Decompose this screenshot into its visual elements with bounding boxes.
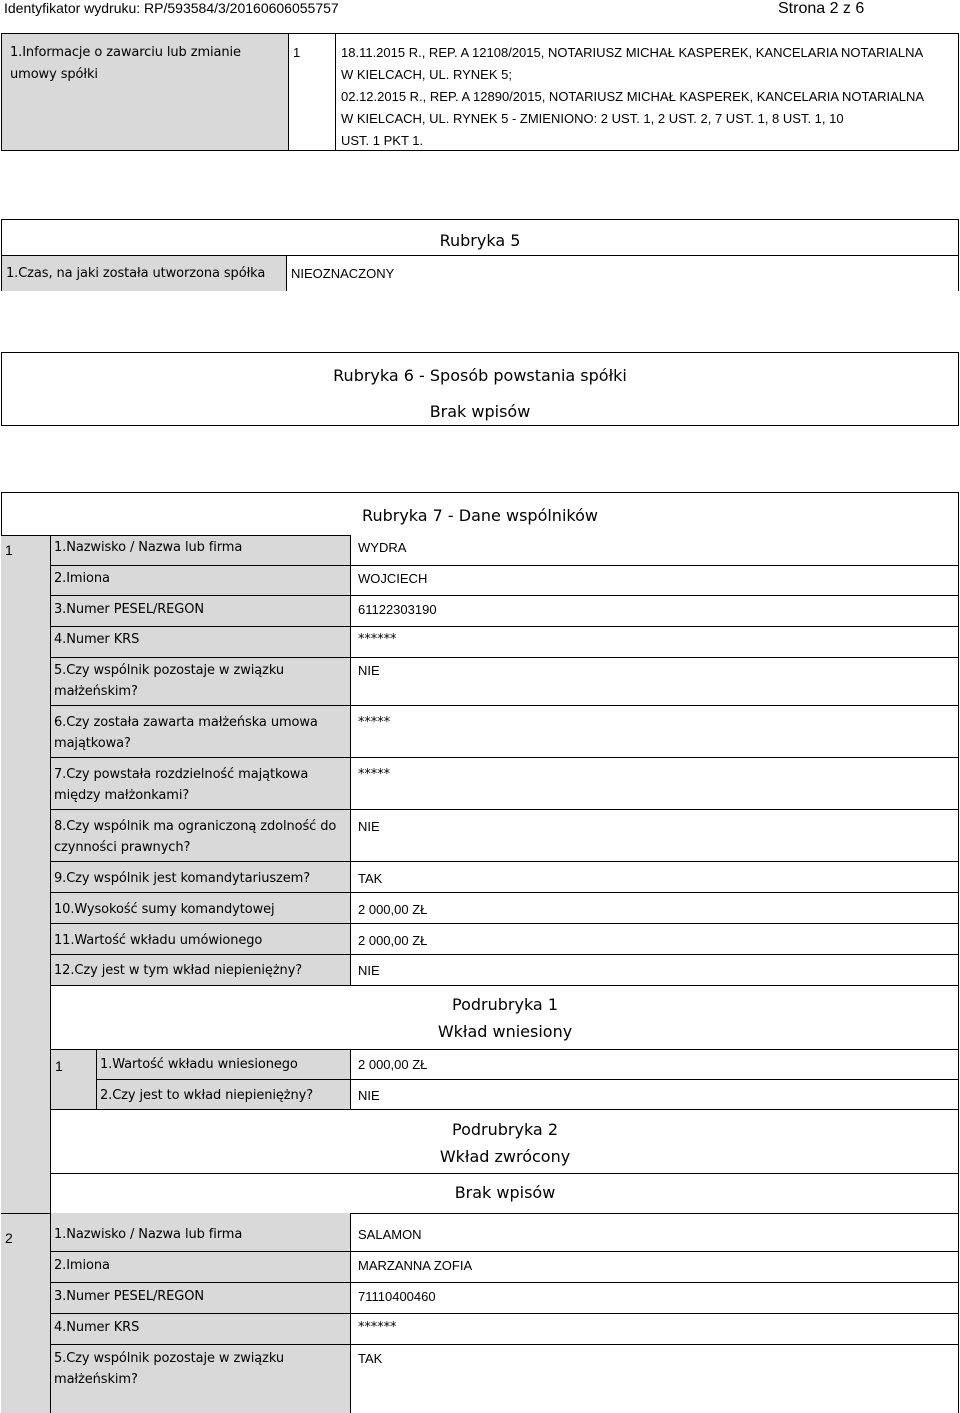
partner2-label: 4.Numer KRS <box>54 1320 140 1335</box>
section-top-line: W KIELCACH, UL. RYNEK 5 - ZMIENIONO: 2 UST. 1, 2 UST. 2, 7 UST. 1, 8 UST. 1, 10 <box>341 111 844 126</box>
page-number: Strona 2 z 6 <box>778 0 865 17</box>
partner1-label: 4.Numer KRS <box>54 632 140 647</box>
section-top-content-cell <box>335 33 959 151</box>
sub1-subtitle: Wkład wniesiony <box>437 1022 573 1041</box>
partner2-value: MARZANNA ZOFIA <box>358 1258 473 1273</box>
partner1-index-cell <box>1 535 51 1213</box>
partner1-value: 2 000,00 ZŁ <box>358 933 428 948</box>
partner1-label: 8.Czy wspólnik ma ograniczoną zdolność do <box>54 819 337 834</box>
partner1-label: między małżonkami? <box>54 788 190 803</box>
section-top-line: 18.11.2015 R., REP. A 12108/2015, NOTARIUSZ MICHAŁ KASPEREK, KANCELARIA NOTARIALNA <box>341 45 924 60</box>
partner1-label: małżeńskim? <box>54 684 138 699</box>
sub1-index: 1 <box>55 1058 63 1074</box>
print-identifier: Identyfikator wydruku: RP/593584/3/20160606055757 <box>4 0 339 16</box>
partner1-value: NIE <box>358 963 380 978</box>
partner2-label: małżeńskim? <box>54 1372 138 1387</box>
partner1-label: 5.Czy wspólnik pozostaje w związku <box>54 663 285 678</box>
partner2-value: TAK <box>358 1351 383 1366</box>
rubryka5-title: Rubryka 5 <box>439 231 521 250</box>
partner1-label: 10.Wysokość sumy komandytowej <box>54 902 275 917</box>
section-top-index: 1 <box>293 45 301 60</box>
sub1-label: 1.Wartość wkładu wniesionego <box>100 1057 298 1072</box>
partner1-label: 6.Czy została zawarta małżeńska umowa <box>54 715 318 730</box>
sub1-title: Podrubryka 1 <box>452 995 558 1014</box>
rubryka6-title: Rubryka 6 - Sposób powstania spółki <box>333 366 627 385</box>
partner1-label: 7.Czy powstała rozdzielność majątkowa <box>54 767 309 782</box>
partner1-value: 61122303190 <box>358 602 437 617</box>
partner1-label: 9.Czy wspólnik jest komandytariuszem? <box>54 871 311 886</box>
section-top-line: UST. 1 PKT 1. <box>341 133 424 148</box>
partner2-value: 71110400460 <box>358 1289 436 1304</box>
rubryka7-title: Rubryka 7 - Dane wspólników <box>362 506 598 525</box>
partner2-value: ****** <box>358 1320 397 1335</box>
partner2-label: 5.Czy wspólnik pozostaje w związku <box>54 1351 285 1366</box>
section-top-line: W KIELCACH, UL. RYNEK 5; <box>341 67 512 82</box>
partner1-index: 1 <box>5 542 13 558</box>
partner2-index-cell <box>1 1213 51 1413</box>
sub1-value: NIE <box>358 1088 380 1103</box>
partner1-label: 3.Numer PESEL/REGON <box>54 602 205 617</box>
partner1-label: 12.Czy jest w tym wkład niepieniężny? <box>54 963 303 978</box>
rubryka5-label-cell <box>1 255 287 291</box>
sub1-index-cell <box>51 1049 97 1110</box>
section-top-line: 02.12.2015 R., REP. A 12890/2015, NOTARIUSZ MICHAŁ KASPEREK, KANCELARIA NOTARIALNA <box>341 89 925 104</box>
sub2-subtitle: Wkład zwrócony <box>439 1147 571 1166</box>
rubryka5-value: NIEOZNACZONY <box>291 266 395 281</box>
sub1-value: 2 000,00 ZŁ <box>358 1057 428 1072</box>
partner1-label: majątkowa? <box>54 736 131 751</box>
partner1-value: ****** <box>358 632 397 647</box>
partner2-label: 2.Imiona <box>54 1258 110 1273</box>
partner2-label: 3.Numer PESEL/REGON <box>54 1289 205 1304</box>
partner1-value: 2 000,00 ZŁ <box>358 902 428 917</box>
partner1-label: czynności prawnych? <box>54 840 191 855</box>
rubryka5-value-cell <box>287 255 959 291</box>
sub2-title: Podrubryka 2 <box>452 1120 558 1139</box>
partner1-value: ***** <box>358 715 391 730</box>
partner1-value: NIE <box>358 819 380 834</box>
partner1-label: 11.Wartość wkładu umówionego <box>54 933 263 948</box>
partner1-value: WYDRA <box>358 540 407 555</box>
section-top-label-cell <box>1 33 289 151</box>
sub1-label: 2.Czy jest to wkład niepieniężny? <box>100 1088 314 1103</box>
section-top-index-cell <box>288 33 336 151</box>
partner2-index: 2 <box>5 1230 13 1246</box>
sub2-empty: Brak wpisów <box>454 1183 556 1202</box>
section-top-label-line1: 1.Informacje o zawarciu lub zmianie <box>10 45 241 60</box>
partner2-value: SALAMON <box>358 1227 422 1242</box>
partner1-value: TAK <box>358 871 383 886</box>
partner1-value: ***** <box>358 767 391 782</box>
partner2-label: 1.Nazwisko / Nazwa lub firma <box>54 1227 243 1242</box>
rubryka6-empty: Brak wpisów <box>429 402 531 421</box>
rubryka5-label: 1.Czas, na jaki została utworzona spółka <box>6 266 266 281</box>
section-top-label-line2: umowy spółki <box>10 67 98 82</box>
partner1-value: NIE <box>358 663 380 678</box>
partner1-label: 1.Nazwisko / Nazwa lub firma <box>54 540 243 555</box>
partner1-value: WOJCIECH <box>358 571 428 586</box>
partner1-label: 2.Imiona <box>54 571 110 586</box>
